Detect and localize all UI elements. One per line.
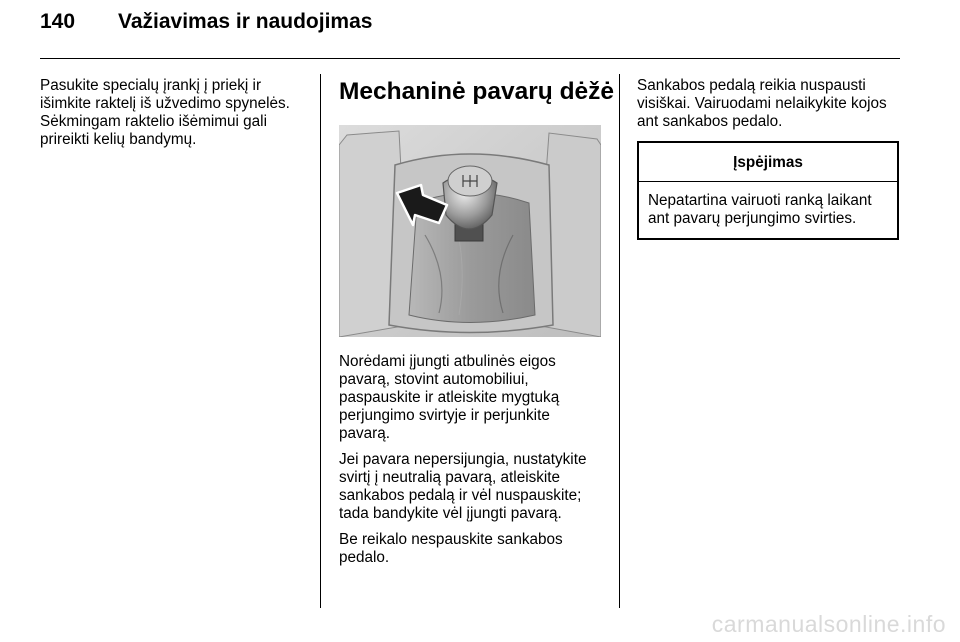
gear-shift-lever-illustration bbox=[339, 125, 601, 337]
warning-title: Įspėjimas bbox=[639, 143, 897, 182]
reverse-gear-paragraph: Norėdami įjungti atbulinės eigos pavarą, stovint automobiliui, paspauskite ir atleiskite mygtuką perjungimo svirtyje ir perjunkite pavarą. bbox=[339, 353, 560, 442]
column-right bbox=[637, 77, 903, 240]
warning-box bbox=[637, 141, 899, 240]
header-rule bbox=[40, 58, 900, 59]
clutch-pedal-paragraph: Sankabos pedalą reikia nuspausti visiškai. Vairuodami nelaikykite kojos ant sankabos pedalo. bbox=[637, 77, 887, 130]
gear-not-engaging-paragraph: Jei pavara nepersijungia, nustatykite svirtį į neutralią pavarą, atleiskite sankabos pedalą ir vėl nuspauskite; tada bandykite vėl įjungti pavarą. bbox=[339, 451, 587, 522]
column-left bbox=[40, 77, 312, 157]
key-removal-paragraph: Pasukite specialų įrankį į priekį ir išimkite raktelį iš užvedimo spynelės. Sėkmingam raktelio išėmimui gali prireikti kelių bandymų. bbox=[40, 77, 290, 148]
column-divider-left bbox=[320, 74, 321, 608]
column-divider-right bbox=[619, 74, 620, 608]
watermark: carmanualsonline.info bbox=[711, 611, 946, 637]
column-middle bbox=[339, 77, 615, 575]
warning-text: Nepatartina vairuoti ranką laikant ant pavarų perjungimo svirties. bbox=[648, 192, 872, 227]
clutch-advice-paragraph: Be reikalo nespauskite sankabos pedalo. bbox=[339, 531, 563, 566]
page-number: 140 bbox=[40, 10, 76, 33]
chapter-title: Važiavimas ir naudojimas bbox=[118, 10, 373, 33]
section-heading: Mechaninė pavarų dėžė bbox=[339, 78, 615, 105]
